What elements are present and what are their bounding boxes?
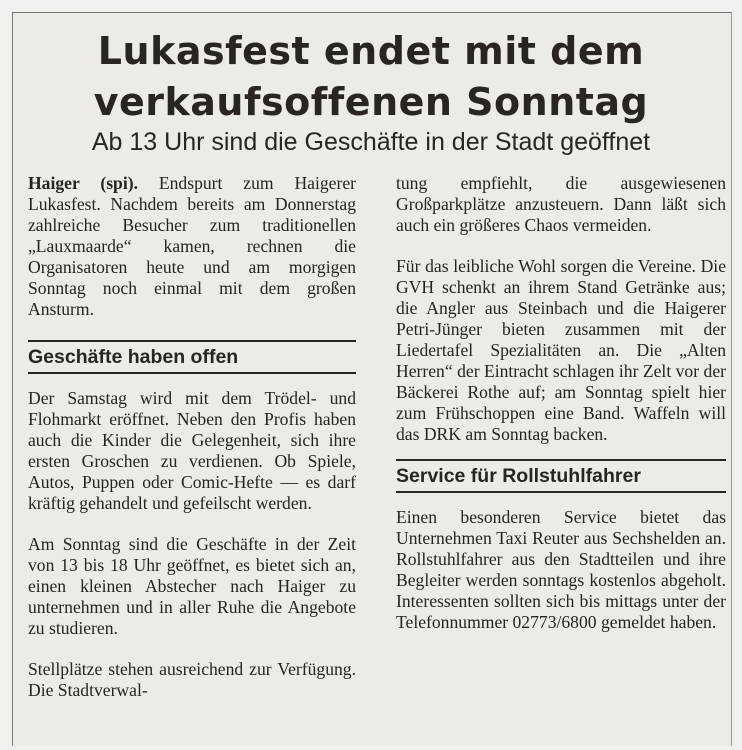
right-column (396, 173, 726, 633)
subheadline: Ab 13 Uhr sind die Geschäfte in der Stadt geöffnet (91, 128, 651, 156)
paragraph-parking-continued: tung empfiehlt, die ausgewiesenen Großparkplätze anzusteuern. Dann läßt sich auch ein größeres Chaos vermeiden. (396, 173, 726, 235)
left-column (28, 173, 356, 701)
paragraph-sunday-hours: Am Sonntag sind die Geschäfte in der Zeit von 13 bis 18 Uhr geöffnet, es bietet sich an, einen kleinen Abstecher nach Haiger zu unternehmen und in aller Ruhe die Angebote zu studieren. (28, 534, 356, 638)
intro-text: Endspurt zum Haigerer Lukasfest. Nachdem bereits am Donnerstag zahlreiche Besucher zum traditionellen „Lauxmaarde“ kamen, rechnen die Organisatoren heute und am morgigen Sonntag noch einmal mit dem großen Ansturm. (28, 173, 356, 319)
headline-line-1: Lukasfest endet mit dem (97, 29, 645, 73)
headline-line-2: verkaufsoffenen Sonntag (93, 80, 649, 124)
paragraph-flea-market: Der Samstag wird mit dem Trödel- und Flohmarkt eröffnet. Neben den Profis haben auch die Kinder die Gelegenheit, sich ihre ersten Groschen zu verdienen. Ob Spiele, Autos, Puppen oder Comic-Hefte — es darf kräftig gehandelt und gefeilscht werden. (28, 388, 356, 513)
section-heading-shops-open: Geschäfte haben offen (28, 340, 356, 374)
dateline: Haiger (spi). (28, 173, 138, 193)
intro-paragraph (28, 173, 356, 320)
section-heading-wheelchair-service: Service für Rollstuhlfahrer (396, 459, 726, 493)
paragraph-food-and-drink: Für das leibliche Wohl sorgen die Vereine. Die GVH schenkt an ihrem Stand Getränke aus; die Angler aus Steinbach und die Haigerer Petri-Jünger bieten zusammen mit der Liedertafel Spezialitäten an. Die „Alten Herren“ der Eintracht schlagen ihr Zelt vor der Bäckerei Rothe auf; am Sonntag spielt hier zum Frühschoppen eine Band. Waffeln will das DRK am Sonntag backen. (396, 256, 726, 444)
paragraph-taxi-service: Einen besonderen Service bietet das Unternehmen Taxi Reuter aus Sechshelden an. Rollstuhlfahrer aus den Stadtteilen und ihre Begleiter werden sonntags kostenlos abgeholt. Interessenten sollten sich bis mittags unter der Telefonnummer 02773/6800 gemeldet haben. (396, 507, 726, 632)
paragraph-parking: Stellplätze stehen ausreichend zur Verfügung. Die Stadtverwal- (28, 659, 356, 700)
